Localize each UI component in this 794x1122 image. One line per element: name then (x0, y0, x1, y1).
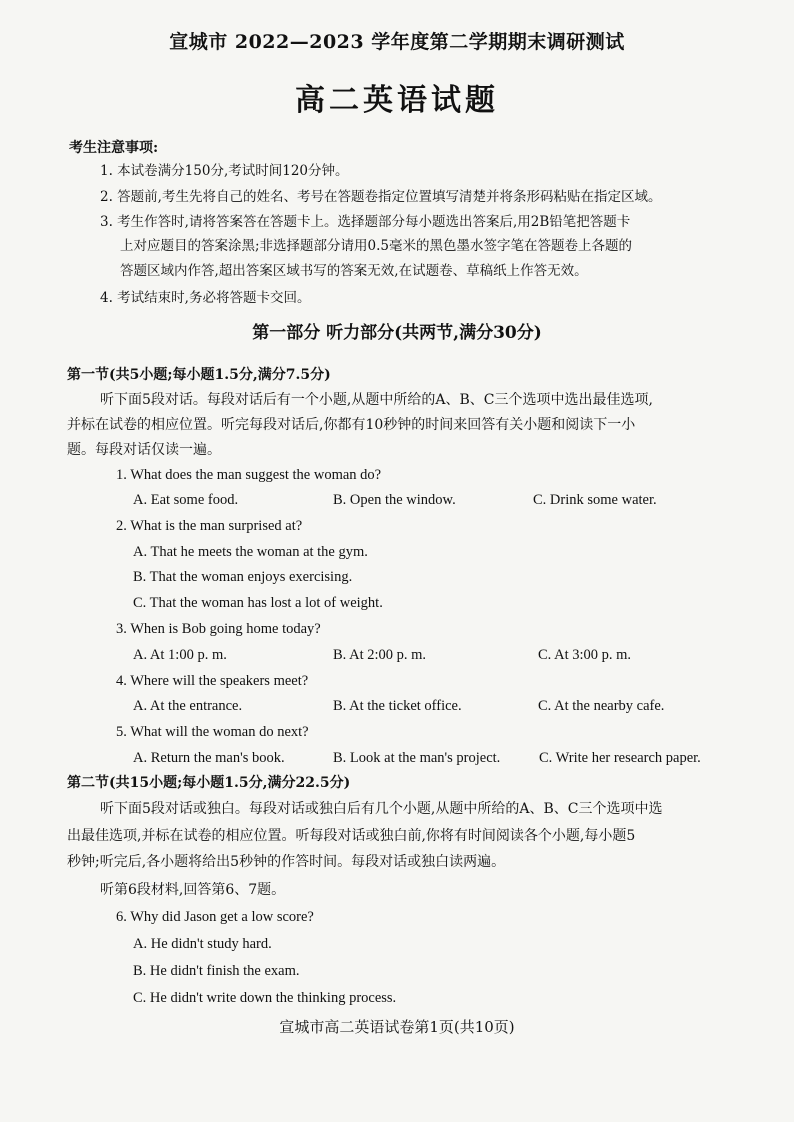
option-a: A. That he meets the woman at the gym. (133, 544, 368, 560)
option-c: C. He didn't write down the thinking process. (133, 990, 397, 1006)
section-two-heading: 第二节(共15小题;每小题1.5分,满分22.5分) (67, 775, 351, 791)
question-stem: 4. Where will the speakers meet? (116, 673, 309, 689)
notice-item: 4. 考试结束时,务必将答题卡交回。 (100, 290, 311, 306)
question-stem: 3. When is Bob going home today? (116, 621, 321, 637)
section-one-heading: 第一节(共5小题;每小题1.5分,满分7.5分) (67, 367, 331, 383)
page-footer: 宣城市高二英语试卷第1页(共10页) (279, 1018, 515, 1036)
section-one-instructions: 听下面5段对话。每段对话后有一个小题,从题中所给的A、B、C三个选项中选出最佳选项, (100, 392, 653, 408)
notice-heading: 考生注意事项: (69, 140, 159, 156)
option-a: A. Eat some food. (133, 492, 239, 508)
notice-item: 1. 本试卷满分150分,考试时间120分钟。 (100, 163, 349, 179)
option-b: B. Look at the man's project. (333, 750, 501, 766)
option-b: B. At 2:00 p. m. (333, 647, 427, 663)
option-c: C. At the nearby cafe. (538, 698, 665, 714)
option-c: C. At 3:00 p. m. (538, 647, 632, 663)
option-b: B. He didn't finish the exam. (133, 963, 300, 979)
question-stem: 6. Why did Jason get a low score? (116, 909, 314, 925)
question-stem: 5. What will the woman do next? (116, 724, 309, 740)
option-a: A. Return the man's book. (133, 750, 285, 766)
subject-title: 高二英语试题 (295, 83, 499, 118)
section-two-instructions: 听下面5段对话或独白。每段对话或独白后有几个小题,从题中所给的A、B、C三个选项中选 (100, 801, 663, 817)
exam-title: 宣城市 2022—2023 学年度第二学期期末调研测试 (169, 31, 625, 53)
option-c: C. Write her research paper. (539, 750, 701, 766)
question-stem: 2. What is the man surprised at? (116, 518, 303, 534)
question-stem: 1. What does the man suggest the woman do? (116, 467, 382, 483)
notice-item-continued: 答题区域内作答,超出答案区域书写的答案无效,在试题卷、草稿纸上作答无效。 (120, 263, 588, 279)
section-two-instructions: 出最佳选项,并标在试卷的相应位置。听每段对话或独白前,你将有时间阅读各个小题,每小题5 (67, 828, 636, 844)
option-a: A. At the entrance. (133, 698, 243, 714)
material-cue: 听第6段材料,回答第6、7题。 (100, 882, 286, 898)
part-one-title: 第一部分 听力部分(共两节,满分30分) (252, 323, 542, 343)
option-a: A. He didn't study hard. (133, 936, 272, 952)
option-b: B. At the ticket office. (333, 698, 462, 714)
section-two-instructions: 秒钟;听完后,各小题将给出5秒钟的作答时间。每段对话或独白读两遍。 (67, 854, 506, 870)
notice-item: 2. 答题前,考生先将自己的姓名、考号在答题卷指定位置填写清楚并将条形码粘贴在指定区域。 (100, 189, 662, 205)
option-b: B. That the woman enjoys exercising. (133, 569, 353, 585)
option-b: B. Open the window. (333, 492, 456, 508)
notice-item: 3. 考生作答时,请将答案答在答题卡上。选择题部分每小题选出答案后,用2B铅笔把答题卡 (100, 214, 631, 230)
notice-item-continued: 上对应题目的答案涂黑;非选择题部分请用0.5毫米的黑色墨水签字笔在答题卷上各题的 (120, 238, 633, 254)
section-one-instructions: 题。每段对话仅读一遍。 (67, 442, 221, 458)
option-c: C. Drink some water. (533, 492, 657, 508)
option-a: A. At 1:00 p. m. (133, 647, 227, 663)
section-one-instructions: 并标在试卷的相应位置。听完每段对话后,你都有10秒钟的时间来回答有关小题和阅读下一小 (67, 417, 636, 433)
option-c: C. That the woman has lost a lot of weight. (133, 595, 383, 611)
